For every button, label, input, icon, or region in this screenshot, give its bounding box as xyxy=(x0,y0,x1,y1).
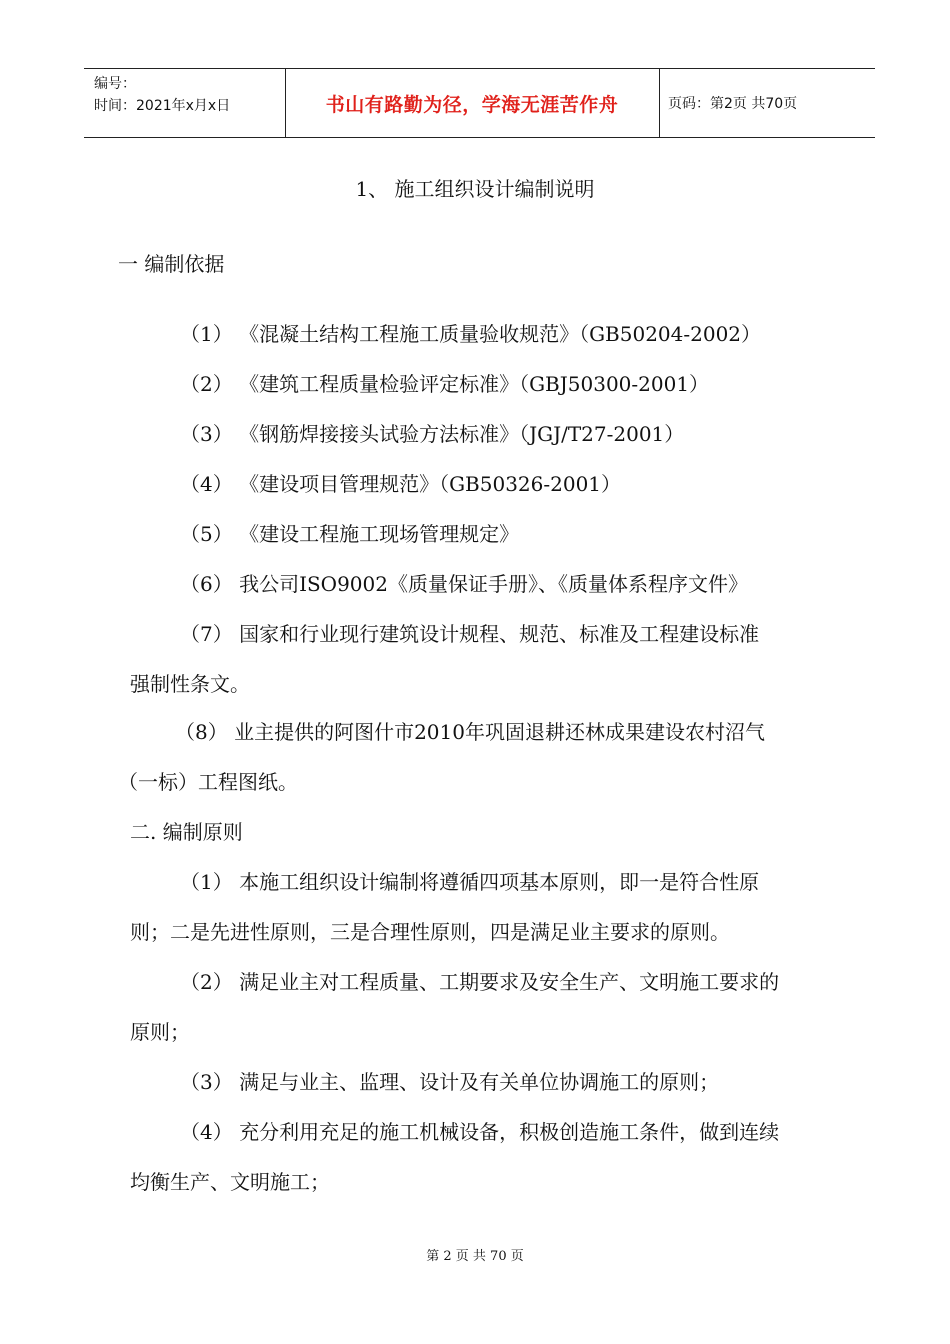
principle-item-continued: 均衡生产、文明施工； xyxy=(130,1170,330,1194)
document-title: 1、 施工组织设计编制说明 xyxy=(355,177,595,201)
header-page-info: 页码：第2页 共70页 xyxy=(668,96,798,112)
number-label: 编号： xyxy=(94,76,136,92)
page-footer: 第 2 页 共 70 页 xyxy=(426,1249,524,1264)
basis-item: （8） 业主提供的阿图什市2010年巩固退耕还林成果建设农村沼气 xyxy=(175,720,765,744)
header-divider xyxy=(659,69,660,137)
basis-item: （5） 《建设工程施工现场管理规定》 xyxy=(180,522,520,546)
header-motto: 书山有路勤为径，学海无涯苦作舟 xyxy=(325,93,619,116)
basis-item: （1） 《混凝土结构工程施工质量验收规范》（GB50204-2002） xyxy=(180,322,762,346)
principle-item: （4） 充分利用充足的施工机械设备，积极创造施工条件，做到连续 xyxy=(180,1120,780,1144)
basis-item: （7） 国家和行业现行建筑设计规程、规范、标准及工程建设标准 xyxy=(180,622,760,646)
principle-item-continued: 则；二是先进性原则，三是合理性原则，四是满足业主要求的原则。 xyxy=(130,920,730,944)
principle-item: （3） 满足与业主、监理、设计及有关单位协调施工的原则； xyxy=(180,1070,720,1094)
basis-item: （3） 《钢筋焊接接头试验方法标准》（JGJ/T27-2001） xyxy=(180,422,685,446)
header-meta xyxy=(94,73,230,117)
basis-item: （2） 《建筑工程质量检验评定标准》（GBJ50300-2001） xyxy=(180,372,710,396)
principle-item-continued: 原则； xyxy=(130,1020,190,1044)
basis-item-continued: 强制性条文。 xyxy=(130,672,250,696)
basis-item: （4） 《建设项目管理规范》（GB50326-2001） xyxy=(180,472,622,496)
time-label: 时间：2021年x月x日 xyxy=(94,98,231,114)
basis-item: （6） 我公司ISO9002《质量保证手册》、《质量体系程序文件》 xyxy=(180,572,748,596)
basis-item-continued: （一标）工程图纸。 xyxy=(118,770,298,794)
document-header xyxy=(84,68,875,138)
section-heading-basis: 一 编制依据 xyxy=(118,252,225,276)
section-heading-principles: 二. 编制原则 xyxy=(130,820,243,844)
principle-item: （1） 本施工组织设计编制将遵循四项基本原则，即一是符合性原 xyxy=(180,870,760,894)
principle-item: （2） 满足业主对工程质量、工期要求及安全生产、文明施工要求的 xyxy=(180,970,780,994)
